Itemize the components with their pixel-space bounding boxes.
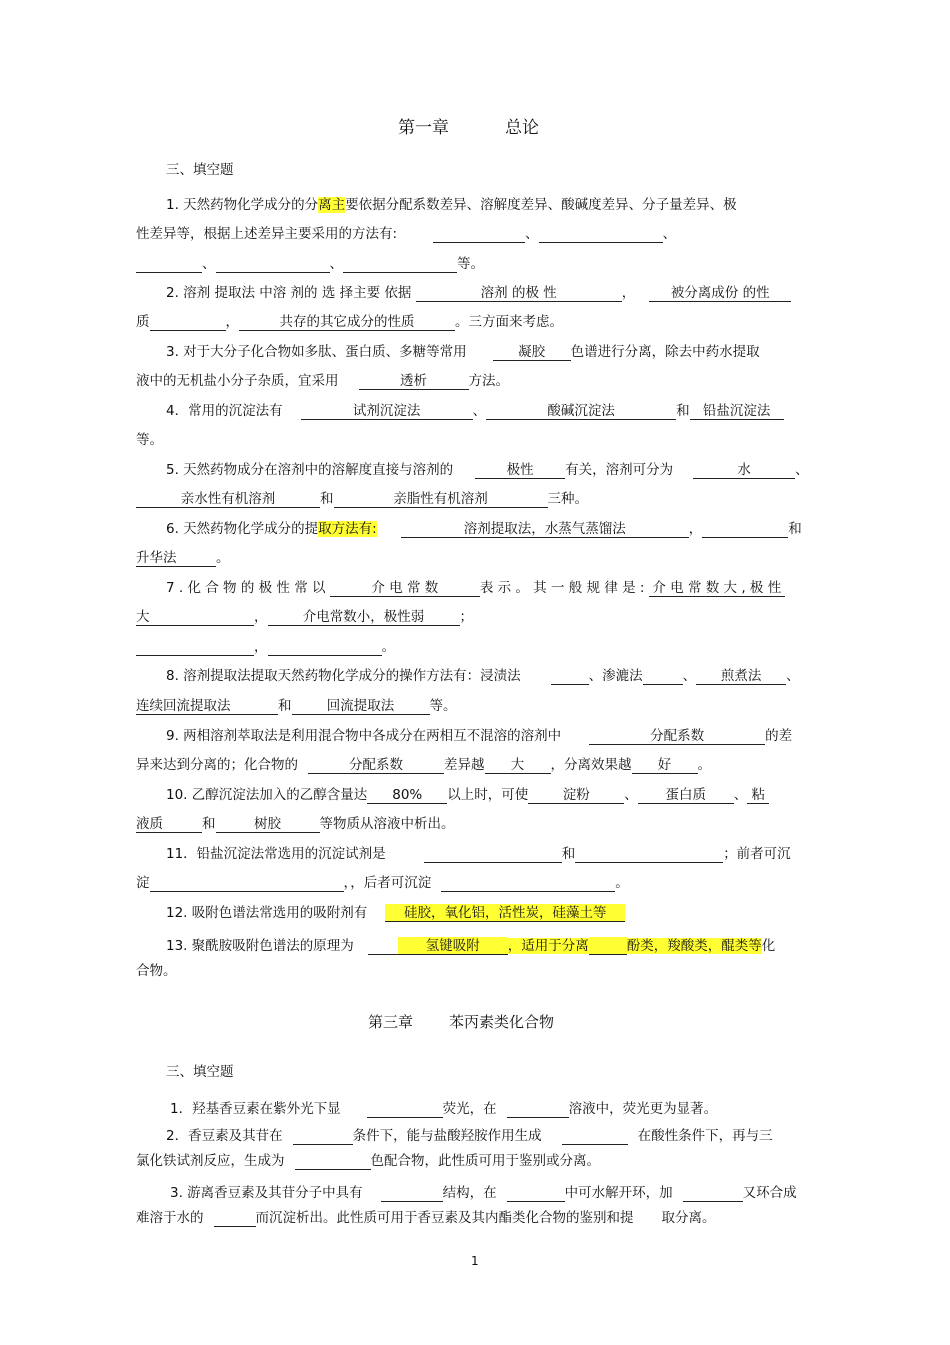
question-11-line1: 11．铅盐沉淀法常选用的沉淀试剂是 和 ；前者可沉 [166, 846, 791, 862]
question-6-line2: 升华法 。 [136, 550, 230, 566]
blank[interactable] [268, 638, 382, 656]
answer-blank[interactable]: 亲脂性有机溶剂 [334, 490, 548, 508]
blank[interactable] [433, 225, 525, 243]
answer-blank[interactable]: 介电常数小，极性弱 [268, 608, 460, 626]
answer-blank[interactable]: 极性 [475, 461, 565, 479]
answer-blank[interactable]: 溶剂 的极 性 [416, 284, 622, 302]
blank[interactable] [507, 1184, 565, 1202]
blank[interactable] [136, 638, 254, 656]
question-1-line1: 1. 天然药物化学成分的分离主要依据分配系数差异、溶解度差异、酸碱度差异、分子量差异、极 [166, 197, 737, 213]
answer-blank[interactable]: 分配系数 [308, 756, 444, 774]
question-1-line3: 、 、 等。 [136, 255, 484, 273]
ch3-question-1: 1．羟基香豆素在紫外光下显 荧光，在 溶液中，荧光更为显著。 [170, 1101, 718, 1117]
blank[interactable] [643, 667, 683, 685]
answer-blank[interactable]: 80% [367, 786, 447, 804]
question-8-line2: 连续回流提取法 和 回流提取法 等。 [136, 698, 457, 714]
chapter1-section-heading: 三、填空题 [166, 162, 234, 178]
blank[interactable] [343, 255, 457, 273]
blank[interactable] [150, 874, 344, 892]
answer-blank[interactable]: 粘 [747, 786, 769, 804]
question-7-line3: ， 。 [136, 638, 395, 656]
answer-blank[interactable]: 试剂沉淀法 [301, 402, 473, 420]
question-5-line2: 亲水性有机溶剂 和 亲脂性有机溶剂 三种。 [136, 490, 588, 508]
question-2-line2: 质 ， 共存的其它成分的性质 。三方面来考虑。 [136, 314, 563, 330]
answer-blank[interactable]: 溶剂提取法，水蒸气蒸馏法 [401, 520, 689, 538]
chapter3-section-heading: 三、填空题 [166, 1064, 234, 1080]
answer-blank[interactable]: 连续回流提取法 [136, 697, 278, 715]
ch3-question-3-line1: 3. 游离香豆素及其苷分子中具有 结构，在 中可水解开环，加 又环合成 [170, 1185, 797, 1201]
answer-blank[interactable]: 树胶 [216, 815, 320, 833]
answer-blank[interactable]: 共存的其它成分的性质 [239, 313, 455, 331]
blank[interactable] [539, 225, 663, 243]
blank[interactable] [367, 1100, 443, 1118]
question-10-line1: 10. 乙醇沉淀法加入的乙醇含量达 80% 以上时，可使 淀粉 、 蛋白质 、 粘 [166, 786, 769, 804]
ch3-question-2-line2: 氯化铁试剂反应，生成为 色配合物，此性质可用于鉴别或分离。 [136, 1153, 600, 1169]
answer-blank[interactable]: 被分离成份 的性 [649, 284, 791, 302]
answer-blank[interactable]: 介 电 常 数 大 , 极 性 [649, 579, 785, 597]
blank[interactable] [551, 667, 589, 685]
blank[interactable] [293, 1127, 353, 1145]
ch3-question-2-line1: 2．香豆素及其苷在 条件下，能与盐酸羟胺作用生成 在酸性条件下，再与三 [166, 1128, 773, 1144]
question-9-line1: 9. 两相溶剂萃取法是利用混合物中各成分在两相互不混溶的溶剂中 分配系数 的差 [166, 728, 793, 744]
answer-blank[interactable]: 蛋白质 [638, 786, 734, 804]
blank[interactable] [214, 1209, 256, 1227]
question-11-line2: 淀 ，，后者可沉淀 。 [136, 875, 629, 891]
ch3-question-3-line2: 难溶于水的 而沉淀析出。此性质可用于香豆素及其内酯类化合物的鉴别和提 取分离。 [136, 1210, 716, 1226]
question-7-line1: 7 . 化 合 物 的 极 性 常 以 介 电 常 数 表 示 。 其 一 般 规 律 是 : 介 电 常 数 大 , 极 性 [166, 579, 785, 597]
answer-blank[interactable]: 好 [632, 756, 698, 774]
question-1-line2: 性差异等，根据上述差异主要采用的方法有: 、 、 [136, 226, 677, 242]
blank[interactable] [562, 1127, 628, 1145]
blank[interactable] [441, 874, 615, 892]
answer-blank[interactable]: 酸碱沉淀法 [486, 402, 676, 420]
blank[interactable] [368, 937, 398, 955]
blank[interactable] [683, 1184, 743, 1202]
question-4-line1: 4．常用的沉淀法有 试剂沉淀法 、 酸碱沉淀法 和 铅盐沉淀法 [166, 402, 784, 420]
question-3-line2: 液中的无机盐小分子杂质，宜采用 透析 方法。 [136, 373, 509, 389]
answer-blank[interactable]: 升华法 [136, 549, 216, 567]
question-13-line2: 合物。 [136, 963, 177, 979]
chapter3-title: 第三章 苯丙素类化合物 [368, 1013, 555, 1031]
blank[interactable] [381, 1184, 443, 1202]
question-3-line1: 3. 对于大分子化合物如多肽、蛋白质、多糖等常用 凝胶 色谱进行分离，除去中药水提取 [166, 344, 760, 360]
answer-blank[interactable]: 水 [693, 461, 795, 479]
answer-blank[interactable]: 凝胶 [493, 343, 571, 361]
blank[interactable] [136, 255, 202, 273]
blank[interactable] [424, 845, 562, 863]
answer-blank[interactable]: 大 [485, 756, 551, 774]
question-12-line1: 12. 吸附色谱法常选用的吸附剂有 硅胶，氧化铝，活性炭，硅藻土等 [166, 904, 625, 922]
blank[interactable] [150, 313, 226, 331]
blank[interactable] [575, 845, 723, 863]
blank[interactable] [216, 255, 330, 273]
blank[interactable] [295, 1152, 371, 1170]
question-4-line2: 等。 [136, 432, 163, 448]
question-5-line1: 5. 天然药物成分在溶剂中的溶解度直接与溶剂的 极性 有关，溶剂可分为 水 、 [166, 462, 809, 478]
answer-blank[interactable]: 液质 [136, 815, 202, 833]
answer-blank[interactable]: 淀粉 [528, 786, 624, 804]
page-number: 1 [471, 1254, 479, 1268]
answer-blank[interactable]: 透析 [359, 372, 469, 390]
answer-blank[interactable]: 亲水性有机溶剂 [136, 490, 320, 508]
answer-blank[interactable]: 大 [136, 608, 254, 626]
chapter1-title: 第一章 总论 [398, 118, 539, 138]
question-9-line2: 异来达到分离的；化合物的 分配系数 差异越 大 ，分离效果越 好 。 [136, 757, 711, 773]
answer-blank[interactable]: 分配系数 [589, 727, 765, 745]
blank[interactable] [507, 1100, 569, 1118]
question-7-line2: 大 ， 介电常数小，极性弱 ； [136, 609, 473, 625]
question-13-line1: 13. 聚酰胺吸附色谱法的原理为 氢键吸附 ，适用于分离 酚类，羧酸类，醌类等化 [166, 938, 776, 954]
question-6-line1: 6. 天然药物化学成分的提取方法有: 溶剂提取法，水蒸气蒸馏法 ， 和 [166, 521, 802, 537]
answer-blank[interactable]: 氢键吸附 [398, 937, 508, 955]
question-8-line1: 8. 溶剂提取法提取天然药物化学成分的操作方法有：浸渍法 、渗漉法 、 煎煮法 、 [166, 668, 800, 684]
answer-blank[interactable]: 介 电 常 数 [330, 579, 480, 597]
blank[interactable] [589, 937, 627, 955]
answer-blank[interactable]: 硅胶，氧化铝，活性炭，硅藻土等 [385, 904, 625, 922]
question-10-line2: 液质 和 树胶 等物质从溶液中析出。 [136, 816, 455, 832]
answer-blank[interactable]: 煎煮法 [696, 667, 786, 685]
answer-blank[interactable]: 铅盐沉淀法 [690, 402, 784, 420]
answer-blank[interactable]: 回流提取法 [292, 697, 430, 715]
blank[interactable] [702, 520, 788, 538]
question-2-line1: 2. 溶剂 提取法 中溶 剂的 选 择主要 依据 溶剂 的极 性 ， 被分离成份 的性 [166, 284, 791, 302]
